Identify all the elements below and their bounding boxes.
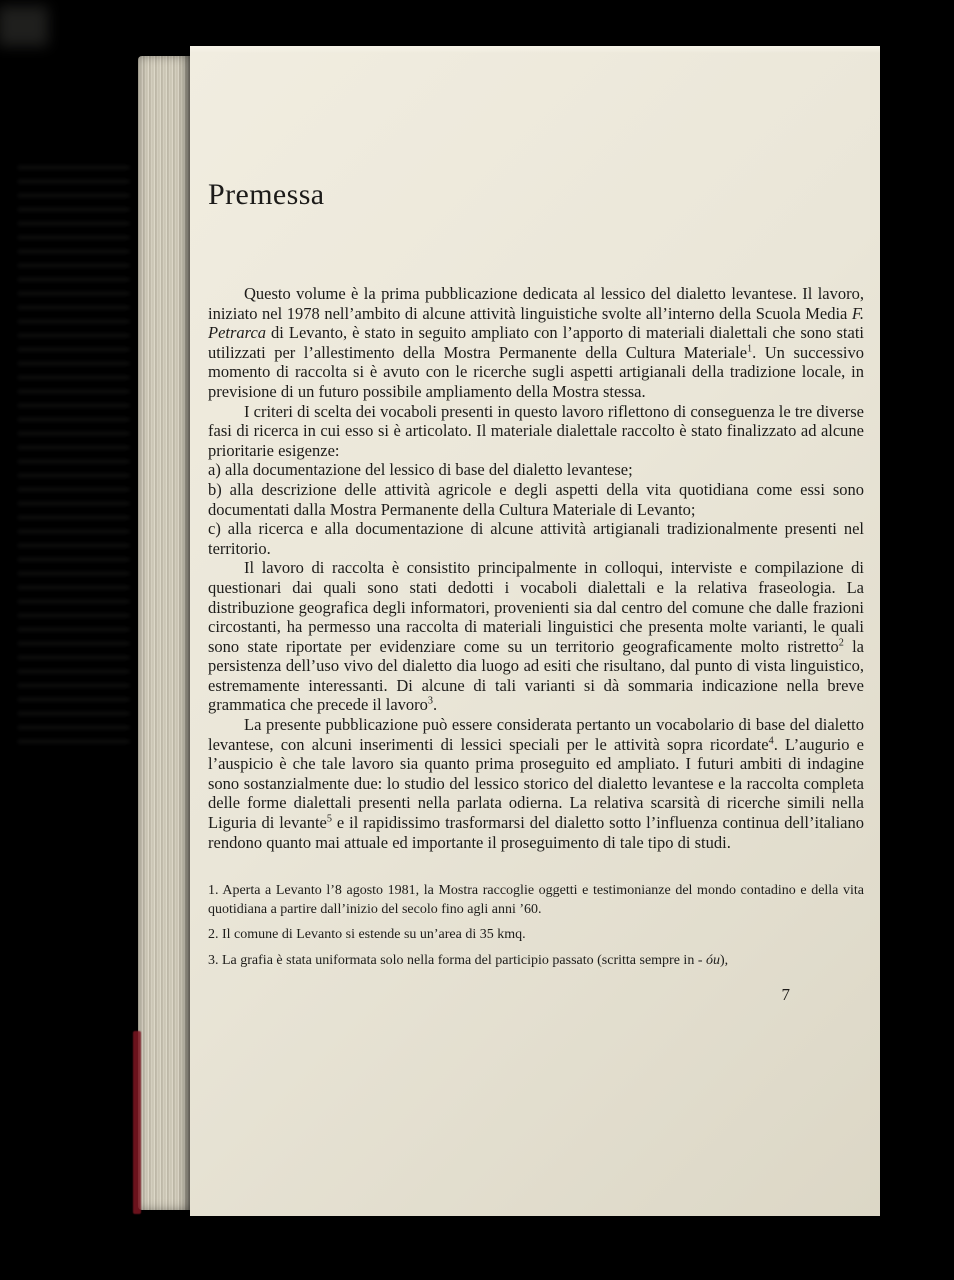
text-segment: ), (719, 953, 729, 968)
text-segment: e il rapidissimo trasformarsi del dialetto sotto l’influenza continua dell’italiano rendono quanto mai attuale ed importante il proseguimento di tale tipo di studi. (208, 813, 864, 852)
text-segment: I criteri di scelta dei vocaboli presenti in questo lavoro riflettono di conseguenza le tre diverse fasi di ricerca in cui esso si è articolato. Il materiale dialettale raccolto è stato finalizzato ad alcune prioritarie esigenze: (208, 401, 864, 460)
footnote-marker: 1 (747, 343, 753, 355)
text-segment: . L’augurio e l’auspicio è che tale lavoro sia quanto prima proseguito ed ampliato. I futuri ambiti di indagine sono sostanzialmente due: lo studio del lessico storico del dialetto levantese e la raccolta completa delle forme dialettali presenti nella parlata odierna. La relativa scarsità di ricerche simili nella Liguria di levante (208, 734, 864, 833)
text-segment: 2. Il comune di Levanto si estende su un’area di 35 kmq. (208, 927, 526, 943)
italic-text: óu (705, 953, 720, 968)
paragraph (208, 558, 864, 715)
paragraph (208, 715, 864, 852)
opposite-page-ghost-text (18, 166, 130, 746)
body-text (208, 284, 864, 852)
footnote (208, 882, 864, 919)
paragraph (208, 480, 864, 519)
text-segment: . (433, 695, 438, 715)
paragraph (208, 460, 864, 480)
paragraph (208, 519, 864, 558)
paragraph (208, 402, 864, 461)
footnote (208, 926, 864, 945)
page-content (190, 178, 880, 1005)
photo-corner-smudge (0, 6, 48, 46)
page-number: 7 (781, 984, 790, 1004)
footnote-marker: 5 (326, 813, 332, 825)
footnote-marker: 3 (427, 695, 433, 707)
book-page (190, 46, 880, 1216)
page-edge-stack (138, 56, 196, 1210)
text-segment: a) alla documentazione del lessico di base del dialetto levantese; (208, 460, 633, 480)
text-segment: 1. Aperta a Levanto l’8 agosto 1981, la Mostra raccoglie oggetti e testimonianze del mondo contadino e della vita quotidiana a partire dall’inizio del secolo fino agli anni ’60. (208, 883, 864, 917)
text-segment: . Un successivo momento di raccolta si è avuto con le ricerche sugli aspetti artigianali della tradizione locale, in previsione di un futuro possibile ampliamento della Mostra stessa. (208, 342, 865, 401)
italic-text: F. Petrarca (208, 303, 864, 343)
paragraph (208, 284, 864, 402)
text-segment: la persistenza dell’uso vivo del dialetto dia luogo ad esiti che risultano, dal punto di vista linguistico, estremamente interessanti. Di alcune di tali varianti si dà sommaria indicazione nella breve grammatica che precede il lavoro (208, 636, 864, 715)
text-segment: Il lavoro di raccolta è consistito principalmente in colloqui, interviste e compilazione di questionari dai quali sono stati dedotti i vocaboli dialettali e la relativa fraseologia. La distribuzione geografica degli informatori, provenienti sia dal centro del comune che dalle frazioni circostanti, ha permesso una raccolta di materiali linguistici che presenta molte varianti, le quali sono state riportate per evidenziare come su un territorio geograficamente molto ristretto (208, 558, 864, 656)
text-segment: c) alla ricerca e alla documentazione di alcune attività artigianali tradizionalmente presenti nel territorio. (208, 519, 864, 558)
text-segment: 3. La grafia è stata uniformata solo nella forma del participio passato (scritta sempre in - (208, 953, 706, 968)
text-segment: b) alla descrizione delle attività agricole e degli aspetti della vita quotidiana come essi sono documentati dalla Mostra Permanente della Cultura Materiale di Levanto; (208, 479, 864, 519)
footnote (208, 952, 864, 971)
page-title: Premessa (208, 178, 325, 211)
book-cover-edge (133, 1031, 141, 1214)
footnote-marker: 2 (838, 637, 844, 649)
footnote-marker: 4 (768, 735, 774, 747)
text-segment: La presente pubblicazione può essere considerata pertanto un vocabolario di base del dialetto levantese, con alcuni inserimenti di lessici speciali per le attività sopra ricordate (208, 715, 864, 754)
text-segment: Questo volume è la prima pubblicazione dedicata al lessico del dialetto levantese. Il lavoro, iniziato nel 1978 nell’ambito di alcune attività linguistiche svolte all’interno della Scuola Media (208, 284, 864, 323)
book-photo (138, 46, 880, 1216)
footnotes-section (208, 882, 864, 970)
text-segment: di Levanto, è stato in seguito ampliato con l’apporto di materiali dialettali che sono stati utilizzati per l’allestimento della Mostra Permanente della Cultura Materiale (208, 323, 864, 362)
